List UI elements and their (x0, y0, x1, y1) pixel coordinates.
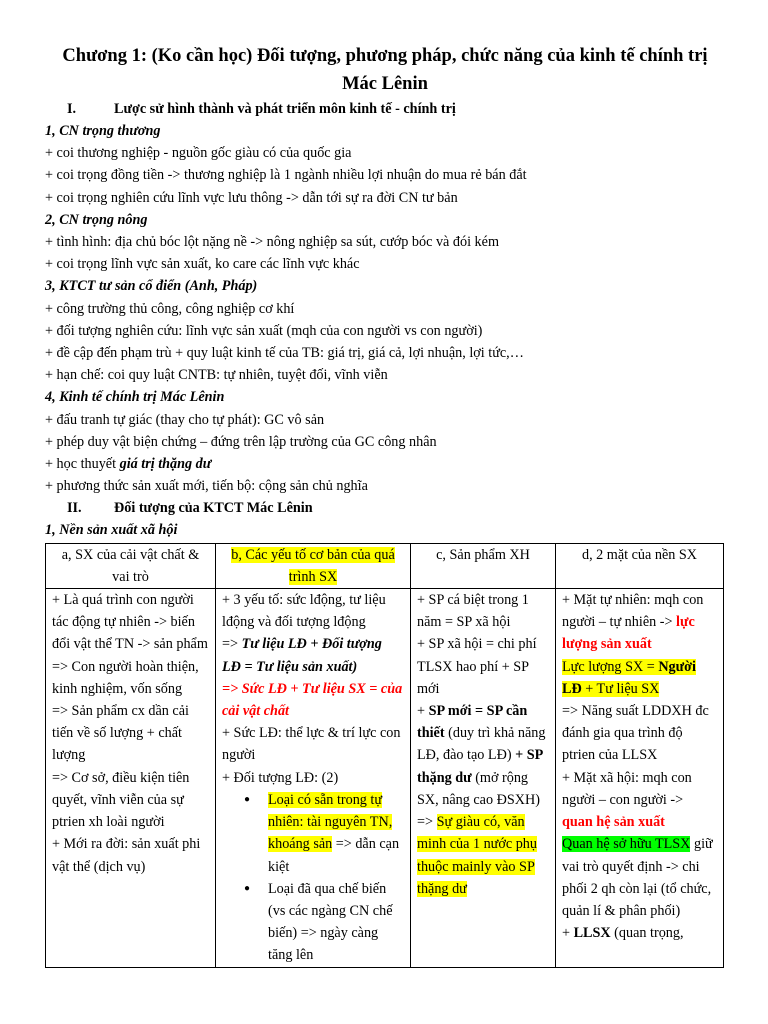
bold-text: SP mới = SP cần thiết (417, 703, 528, 742)
cell-line: + Đối tượng LĐ: (2) (222, 769, 339, 786)
cell-line (417, 700, 549, 811)
text-line: + công trường thủ công, công nghiệp cơ khí (45, 300, 295, 317)
text-line: + đấu tranh tự giác (thay cho tự phát): GC vô sản (45, 411, 325, 428)
cell-line: + Là quá trình con người tác động tự nhiên -> biến đổi vật thể TN -> sản phẩm (52, 592, 208, 653)
text-line: + đề cập đến phạm trù + quy luật kinh tế của TB: giá trị, giá cả, lợi nhuận, lợi tức,… (45, 345, 524, 362)
table-header-cell: a, SX của cải vật chất & vai trò (46, 543, 216, 588)
text-run: (duy trì khả năng LĐ, đào tạo LĐ) (417, 725, 546, 764)
table-cell (411, 589, 556, 967)
highlighted-text: b, Các yếu tố cơ bản của quá trình SX (231, 546, 395, 585)
cell-line: + Mới ra đời: sản xuất phi vật thể (dịch vụ) (52, 836, 201, 875)
cell-line (562, 833, 717, 922)
table-header-row (46, 543, 724, 588)
document-page (45, 42, 725, 968)
cell-line: => Cơ sở, điều kiện tiên quyết, vĩnh viễn của sự ptrien xh loài người (52, 769, 190, 831)
text-line: + coi thương nghiệp - nguồn gốc giàu có của quốc gia (45, 145, 352, 162)
text-line: + đối tượng nghiên cứu: lĩnh vực sản xuất (mqh của con người vs con người) (45, 322, 483, 339)
text-line (45, 453, 725, 475)
cell-line (562, 589, 717, 656)
table-cell (46, 589, 216, 967)
cell-line: => Con người hoàn thiện, kinh nghiệm, vốn sống (52, 658, 199, 697)
table-cell (216, 589, 411, 967)
text-line: + coi trọng nghiên cứu lĩnh vực lưu thông -> dẫn tới sự ra đời CN tư bản (45, 189, 458, 206)
text-run: (mở rộng SX, nâng cao ĐSXH) (417, 769, 540, 808)
emphasis-text: lực lượng sản xuất (562, 614, 695, 653)
section-heading-2 (45, 497, 725, 519)
cell-line (562, 922, 717, 944)
text-run: + học thuyết (45, 456, 120, 473)
text-run: => (222, 636, 242, 653)
text-run: + (562, 925, 574, 942)
text-line: + coi trọng lĩnh vực sản xuất, ko care các lĩnh vực khác (45, 256, 360, 273)
subheading-classical-economics: 3, KTCT tư sản cổ điển (Anh, Pháp) (45, 278, 258, 295)
cell-line: => Sản phẩm cx dần cải tiến về số lượng + chất lượng (52, 703, 189, 764)
table-header-cell (216, 543, 411, 588)
section-number: II. (67, 500, 82, 517)
subheading-physiocracy: 2, CN trọng nông (45, 211, 148, 228)
text-run: => (417, 814, 437, 831)
chapter-title: Chương 1: (Ko cần học) Đối tượng, phương pháp, chức năng của kinh tế chính trị Mác Lênin (62, 46, 708, 94)
emphasis-text: Tư liệu LĐ + Đối tượng LĐ = Tư liệu sản xuất) (222, 636, 382, 675)
text-line: + phương thức sản xuất mới, tiến bộ: cộng sản chủ nghĩa (45, 478, 368, 495)
text-line: + coi trọng đồng tiền -> thương nghiệp là 1 ngành nhiều lợi nhuận do mua rẻ bán đắt (45, 167, 527, 184)
table-header-cell: c, Sản phẩm XH (411, 543, 556, 588)
section-title: Lược sử hình thành và phát triển môn kinh tế - chính trị (114, 101, 456, 117)
subheading-marxist-economics: 4, Kinh tế chính trị Mác Lênin (45, 389, 225, 406)
table-header-cell: d, 2 mặt của nền SX (556, 543, 724, 588)
cell-line: + SP xã hội = chi phí TLSX hao phí + SP mới (417, 636, 537, 697)
cell-line: + 3 yếu tố: sức lđộng, tư liệu lđộng và đối tượng lđộng (222, 592, 386, 631)
highlighted-text: Sự giàu có, văn minh của 1 nước phụ thuộc mainly vào SP thặng dư (417, 814, 537, 897)
text-line: + phép duy vật biện chứng – đứng trên lập trường của GC công nhân (45, 433, 437, 450)
text-line: + hạn chế: coi quy luật CNTB: tự nhiên, tuyệt đối, vĩnh viễn (45, 367, 388, 384)
cell-line (562, 656, 717, 700)
text-run: + Mặt tự nhiên: mqh con người – tự nhiên -> (562, 592, 704, 631)
table-row (46, 589, 724, 967)
subheading-mercantilism: 1, CN trọng thương (45, 123, 161, 139)
text-run: + (417, 703, 429, 720)
highlighted-text (562, 659, 696, 697)
bold-text: Người LĐ (562, 658, 696, 697)
table-cell (556, 589, 724, 967)
highlighted-text: Quan hệ sở hữu TLSX (562, 836, 691, 853)
cell-line (562, 767, 717, 834)
list-item: ● Loại đã qua chế biến (vs các ngàng CN chế biến) => ngày càng tăng lên (268, 878, 404, 967)
text-run: + Mặt xã hội: mqh con người – con người -> (562, 769, 692, 808)
text-run: Lực lượng SX = (562, 658, 659, 675)
cell-line: + SP cá biệt trong 1 năm = SP xã hội (417, 592, 529, 631)
section-number: I. (67, 101, 77, 117)
section-heading-1 (45, 98, 725, 120)
emphasis-text: giá trị thặng dư (119, 456, 212, 473)
text-run: giữ vai trò quyết định -> chi phối 2 qh còn lại (tổ chức, quản lí & phân phối) (562, 836, 713, 919)
cell-line (222, 633, 404, 677)
cell-line: + Sức LĐ: thể lực & trí lực con người (222, 725, 401, 764)
bullet-list (222, 789, 404, 967)
production-table (45, 543, 724, 968)
subheading-social-production: 1, Nền sản xuất xã hội (45, 522, 178, 539)
cell-line: => Năng suất LDDXH đc đánh gia qua trình độ ptrien của LLSX (562, 703, 709, 764)
text-run: + Tư liệu SX (581, 680, 660, 697)
cell-line (417, 811, 549, 900)
cell-line: => Sức LĐ + Tư liệu SX = của cải vật chất (222, 680, 403, 720)
text-run: (quan trọng, (610, 925, 684, 942)
emphasis-text: quan hệ sản xuất (562, 814, 665, 831)
text-run: => dẫn cạn kiệt (268, 836, 400, 875)
bold-text: + SP thặng dư (417, 747, 543, 786)
section-title: Đối tượng của KTCT Mác Lênin (114, 500, 313, 517)
text-line: + tình hình: địa chủ bóc lột nặng nề -> nông nghiệp sa sút, cướp bóc và đói kém (45, 234, 499, 251)
highlighted-text: Loại có sẵn trong tự nhiên: tài nguyên TN, khoáng sản (268, 791, 393, 853)
bold-text: LLSX (573, 925, 611, 942)
list-item (268, 789, 404, 878)
